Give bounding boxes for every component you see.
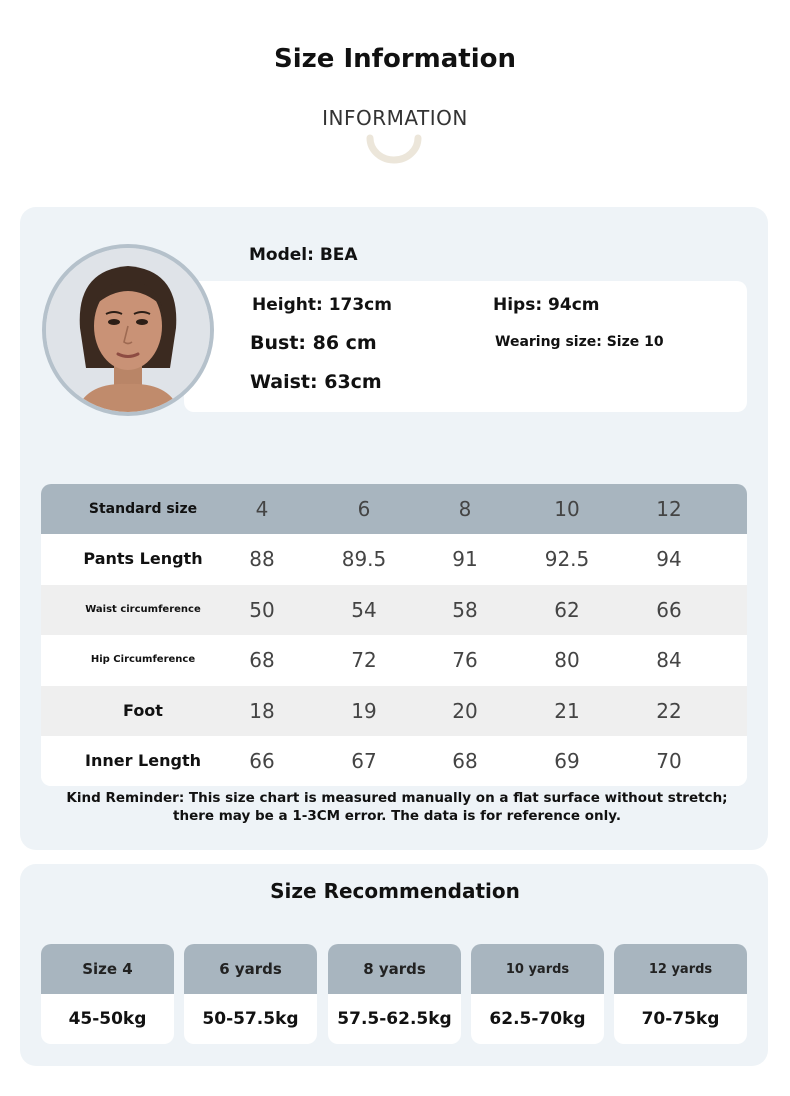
page-title: Size Information [274, 44, 516, 74]
recommendation-title: Size Recommendation [270, 879, 520, 903]
table-cell: 50 [249, 598, 275, 622]
table-cell: 66 [249, 749, 275, 773]
table-row [41, 534, 747, 584]
row-label-hip: Hip Circumference [90, 654, 196, 665]
model-bust: Bust: 86 cm [250, 332, 377, 354]
model-height: Height: 173cm [252, 295, 392, 315]
table-cell: 21 [554, 699, 580, 723]
table-row [41, 686, 747, 736]
recommendation-item [614, 944, 747, 1044]
recommendation-size: 10 yards [471, 944, 604, 994]
size-chart-table [41, 484, 747, 786]
recommendation-item [41, 944, 174, 1044]
kind-reminder-note: Kind Reminder: This size chart is measured manually on a flat surface without stretch; there may be a 1-3CM error. The data is for reference only. [66, 790, 728, 825]
row-label-pants-length: Pants Length [83, 549, 203, 569]
table-cell: 69 [554, 749, 580, 773]
table-row [41, 635, 747, 685]
table-cell: 68 [452, 749, 478, 773]
table-cell: 70 [656, 749, 682, 773]
table-cell: 88 [249, 547, 275, 571]
recommendation-weight: 57.5-62.5kg [337, 1009, 452, 1029]
recommendation-item [184, 944, 317, 1044]
table-cell: 18 [249, 699, 275, 723]
model-portrait-icon [46, 248, 210, 412]
table-cell: 80 [554, 648, 580, 672]
decorative-arc-icon [364, 128, 424, 172]
table-header-size: 10 [554, 497, 580, 521]
table-header-row [41, 484, 747, 534]
model-waist: Waist: 63cm [250, 371, 382, 393]
model-hips: Hips: 94cm [493, 295, 600, 315]
table-cell: 58 [452, 598, 478, 622]
table-cell: 94 [656, 547, 682, 571]
page-subtitle: INFORMATION [322, 106, 468, 130]
recommendation-weight: 45-50kg [68, 1009, 147, 1029]
recommendation-item [328, 944, 461, 1044]
model-name: Model: BEA [249, 245, 358, 265]
table-cell: 19 [351, 699, 377, 723]
recommendation-weight: 62.5-70kg [489, 1009, 586, 1029]
table-cell: 66 [656, 598, 682, 622]
table-cell: 72 [351, 648, 377, 672]
recommendation-item [471, 944, 604, 1044]
table-cell: 89.5 [341, 547, 387, 571]
table-cell: 68 [249, 648, 275, 672]
table-cell: 92.5 [544, 547, 590, 571]
recommendation-size: Size 4 [41, 944, 174, 994]
recommendation-weight: 50-57.5kg [202, 1009, 299, 1029]
table-header-size: 6 [357, 497, 371, 521]
table-row [41, 585, 747, 635]
model-avatar [42, 244, 214, 416]
table-header-size: 4 [255, 497, 269, 521]
row-label-waist: Waist circumference [85, 604, 201, 615]
table-cell: 62 [554, 598, 580, 622]
recommendation-size: 12 yards [614, 944, 747, 994]
table-cell: 84 [656, 648, 682, 672]
table-cell: 54 [351, 598, 377, 622]
table-cell: 76 [452, 648, 478, 672]
table-row [41, 736, 747, 786]
model-wearing-size: Wearing size: Size 10 [495, 334, 664, 350]
recommendation-size: 6 yards [184, 944, 317, 994]
table-cell: 67 [351, 749, 377, 773]
table-cell: 91 [452, 547, 478, 571]
table-cell: 22 [656, 699, 682, 723]
recommendation-size: 8 yards [328, 944, 461, 994]
table-header-size: 12 [656, 497, 682, 521]
row-label-foot: Foot [123, 701, 163, 721]
table-cell: 20 [452, 699, 478, 723]
table-header-label: Standard size [88, 500, 198, 517]
recommendation-weight: 70-75kg [641, 1009, 720, 1029]
table-header-size: 8 [458, 497, 472, 521]
row-label-inner-length: Inner Length [85, 751, 201, 771]
